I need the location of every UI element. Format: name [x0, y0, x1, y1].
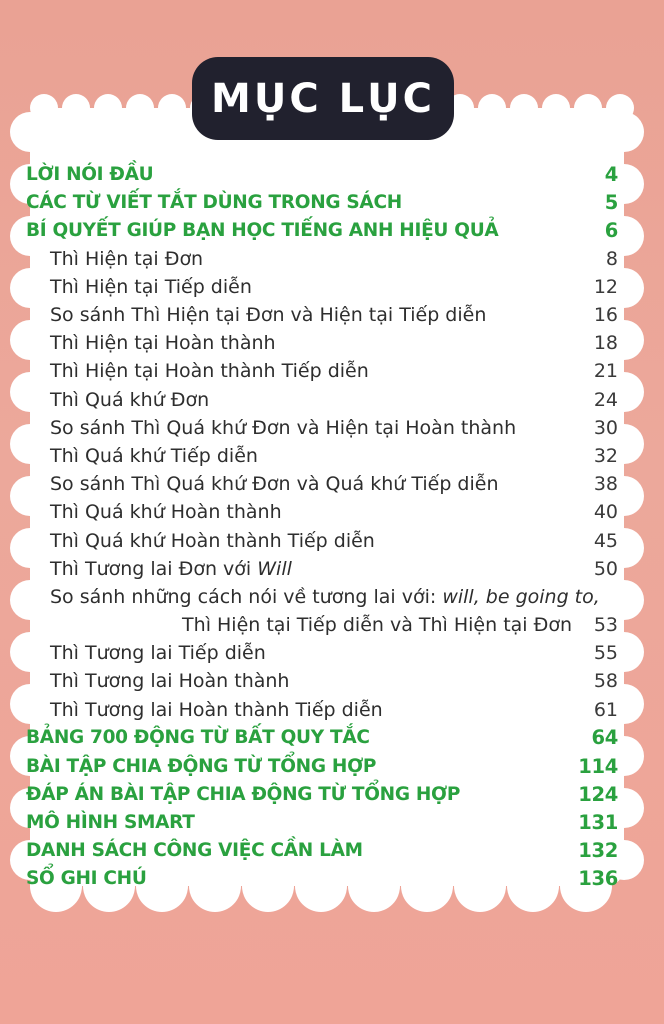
- toc-list: [26, 160, 618, 893]
- toc-entry-label: Thì Hiện tại Hoàn thành Tiếp diễn: [50, 360, 369, 383]
- toc-entry-label: Thì Quá khứ Hoàn thành Tiếp diễn: [50, 529, 375, 552]
- toc-entry-page: 12: [593, 275, 618, 298]
- toc-entry-label: SỔ GHI CHÚ: [26, 868, 147, 890]
- toc-entry-page: 45: [593, 529, 618, 552]
- title-badge: [192, 57, 454, 140]
- toc-entry: [26, 498, 618, 526]
- toc-entry: [26, 865, 618, 893]
- toc-entry-label-text: So sánh những cách nói về tương lai với:: [50, 585, 443, 608]
- toc-entry-label-text: Thì Tương lai Đơn với: [50, 557, 258, 580]
- toc-entry-label: Thì Hiện tại Tiếp diễn: [50, 275, 252, 298]
- page-title: MỤC LỤC: [211, 75, 435, 122]
- toc-entry: [26, 386, 618, 414]
- toc-entry-page: 132: [578, 839, 618, 863]
- toc-entry: [26, 696, 618, 724]
- toc-entry-two-line: [26, 583, 618, 639]
- toc-entry: [26, 667, 618, 695]
- toc-entry-label: [50, 558, 292, 580]
- toc-entry-label: BÀI TẬP CHIA ĐỘNG TỪ TỔNG HỢP: [26, 755, 377, 777]
- toc-entry-page: 50: [593, 557, 618, 580]
- toc-entry: [26, 414, 618, 442]
- toc-entry-label: Thì Quá khứ Tiếp diễn: [50, 444, 258, 467]
- toc-entry-label: Thì Tương lai Hoàn thành Tiếp diễn: [50, 698, 383, 721]
- toc-entry-label: Thì Tương lai Hoàn thành: [50, 670, 290, 693]
- toc-entry: [26, 526, 618, 554]
- toc-entry: [26, 160, 618, 188]
- toc-entry-label: Thì Hiện tại Hoàn thành: [50, 332, 276, 355]
- toc-entry-page: 32: [593, 444, 618, 467]
- toc-entry-page: 124: [578, 782, 618, 806]
- toc-entry-label: MÔ HÌNH SMART: [26, 811, 195, 833]
- toc-entry-page: 55: [593, 642, 618, 665]
- toc-entry-page: 114: [578, 754, 618, 778]
- toc-entry-page: 8: [605, 247, 618, 270]
- toc-entry-line1: [50, 583, 618, 611]
- toc-entry: [26, 301, 618, 329]
- toc-entry-page: 64: [591, 726, 618, 750]
- toc-entry: [26, 188, 618, 216]
- toc-entry-label: DANH SÁCH CÔNG VIỆC CẦN LÀM: [26, 840, 363, 862]
- toc-entry-label: ĐÁP ÁN BÀI TẬP CHIA ĐỘNG TỪ TỔNG HỢP: [26, 783, 461, 805]
- toc-entry-label: Thì Quá khứ Hoàn thành: [50, 501, 282, 524]
- toc-entry-page: 53: [593, 614, 618, 637]
- toc-entry-page: 6: [604, 218, 618, 242]
- toc-entry-label: BÍ QUYẾT GIÚP BẠN HỌC TIẾNG ANH HIỆU QUẢ: [26, 219, 499, 241]
- toc-entry: [26, 470, 618, 498]
- toc-entry-page: 4: [604, 162, 618, 186]
- toc-entry-page: 136: [578, 867, 618, 891]
- toc-entry: [26, 329, 618, 357]
- toc-entry: [26, 273, 618, 301]
- toc-entry-page: 16: [593, 304, 618, 327]
- toc-entry-label: So sánh Thì Quá khứ Đơn và Hiện tại Hoàn thành: [50, 416, 517, 439]
- toc-entry: [26, 555, 618, 583]
- toc-entry-label-italic: will, be going to,: [442, 585, 600, 608]
- toc-entry-label: LỜI NÓI ĐẦU: [26, 163, 154, 185]
- toc-entry-page: 58: [593, 670, 618, 693]
- toc-entry: [26, 442, 618, 470]
- toc-entry: [26, 780, 618, 808]
- toc-entry-line2: [50, 611, 618, 639]
- toc-entry: [26, 752, 618, 780]
- toc-entry-label: Thì Tương lai Tiếp diễn: [50, 642, 266, 665]
- toc-entry-page: 5: [604, 190, 618, 214]
- toc-entry-page: 21: [593, 360, 618, 383]
- toc-entry-page: 18: [593, 332, 618, 355]
- toc-entry-label-italic: Will: [257, 557, 292, 580]
- toc-entry-label: So sánh Thì Quá khứ Đơn và Quá khứ Tiếp diễn: [50, 473, 499, 496]
- toc-entry-label: So sánh Thì Hiện tại Đơn và Hiện tại Tiếp diễn: [50, 304, 487, 327]
- toc-entry: [26, 724, 618, 752]
- toc-entry: [26, 216, 618, 244]
- toc-entry-label: CÁC TỪ VIẾT TẮT DÙNG TRONG SÁCH: [26, 191, 402, 213]
- toc-entry-label: Thì Hiện tại Đơn: [50, 247, 204, 270]
- toc-entry-page: 61: [593, 698, 618, 721]
- toc-entry-page: 40: [593, 501, 618, 524]
- toc-entry-label: Thì Quá khứ Đơn: [50, 388, 210, 411]
- toc-entry: [26, 357, 618, 385]
- toc-entry: [26, 639, 618, 667]
- toc-entry-label-text: Thì Hiện tại Tiếp diễn và Thì Hiện tại Đơn: [182, 614, 572, 637]
- toc-entry-page: 38: [593, 473, 618, 496]
- toc-entry: [26, 245, 618, 273]
- toc-entry-page: 24: [593, 388, 618, 411]
- toc-entry: [26, 837, 618, 865]
- toc-entry-label: BẢNG 700 ĐỘNG TỪ BẤT QUY TẮC: [26, 727, 370, 749]
- toc-entry-page: 131: [578, 810, 618, 834]
- toc-entry: [26, 808, 618, 836]
- toc-entry-page: 30: [593, 416, 618, 439]
